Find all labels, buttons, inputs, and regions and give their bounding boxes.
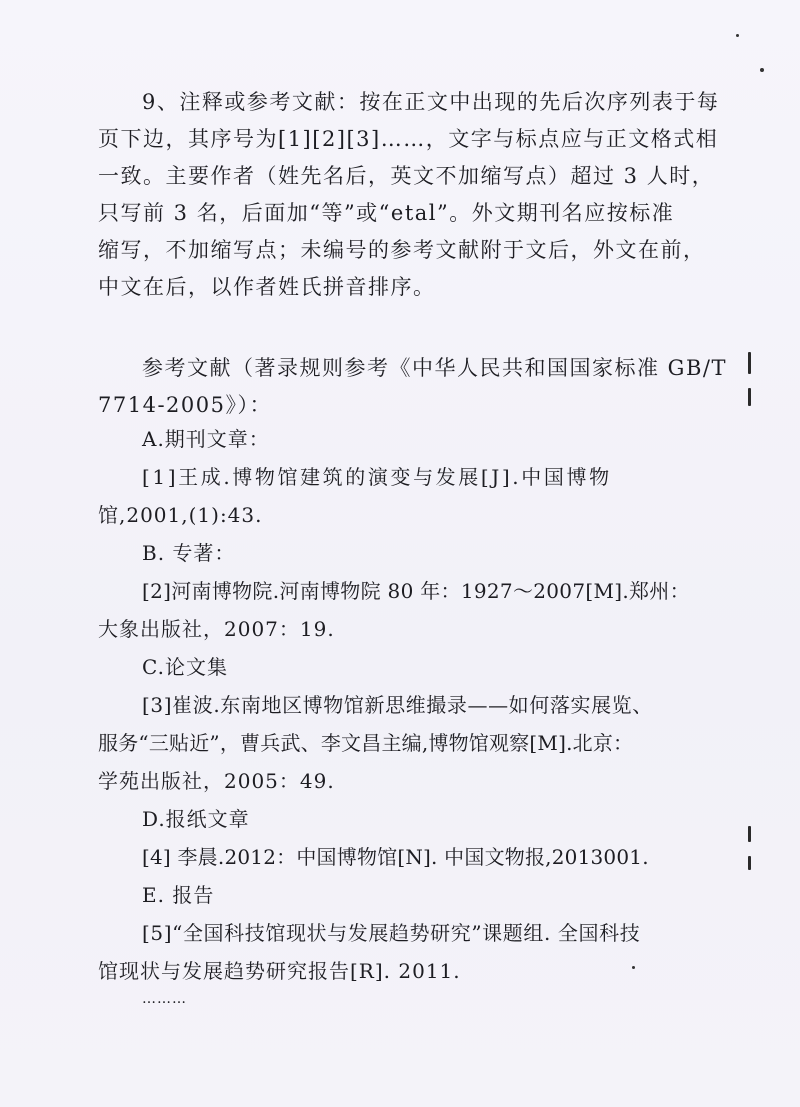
book-heading: B. 专著： xyxy=(142,541,236,565)
note-line: 只写前 3 名，后面加“等”或“etal”。外文期刊名应按标准 xyxy=(98,201,675,225)
note-line: 页下边，其序号为[1][2][3]……，文字与标点应与正文格式相 xyxy=(98,127,719,151)
reference-5-line-2: 馆现状与发展趋势研究报告[R]. 2011. xyxy=(98,959,461,983)
binding-mark xyxy=(748,352,751,374)
binding-mark xyxy=(748,826,751,842)
journal-heading: A.期刊文章： xyxy=(142,427,270,451)
binding-mark xyxy=(748,856,751,870)
reference-2-line-2: 大象出版社，2007：19. xyxy=(98,617,335,641)
ellipsis: ……… xyxy=(142,991,187,1007)
newspaper-heading: D.报纸文章 xyxy=(142,807,250,831)
note-line: 一致。主要作者（姓先名后，英文不加缩写点）超过 3 人时， xyxy=(98,164,715,188)
reference-2-line-1: [2]河南博物院.河南博物院 80 年：1927～2007[M].郑州： xyxy=(142,579,690,603)
binding-mark xyxy=(748,388,751,406)
note-line: 缩写，不加缩写点；未编号的参考文献附于文后，外文在前， xyxy=(98,238,706,262)
note-line: 中文在后，以作者姓氏拼音排序。 xyxy=(98,275,436,299)
note-paragraph xyxy=(98,84,720,306)
reference-4-line-1: [4] 李晨.2012：中国博物馆[N]. 中国文物报,2013001. xyxy=(142,845,649,869)
scan-speck xyxy=(736,34,739,37)
reference-1-line-1: [1]王成.博物馆建筑的演变与发展[J].中国博物 xyxy=(142,465,612,489)
proceedings-heading: C.论文集 xyxy=(142,655,228,679)
scan-speck xyxy=(632,966,635,969)
scan-speck xyxy=(760,68,764,72)
reference-3-line-1: [3]崔波.东南地区博物馆新思维撮录——如何落实展览、 xyxy=(142,693,653,717)
reference-3-line-2: 服务“三贴近”，曹兵武、李文昌主编,博物馆观察[M].北京： xyxy=(98,731,634,755)
reference-1-line-2: 馆,2001,(1):43. xyxy=(98,503,263,527)
reference-5-line-1: [5]“全国科技馆现状与发展趋势研究”课题组. 全国科技 xyxy=(142,921,641,945)
references-title-line: 参考文献（著录规则参考《中华人民共和国国家标准 GB/T xyxy=(142,356,727,380)
references-title-line: 7714-2005》）： xyxy=(98,393,272,417)
references-title xyxy=(98,350,727,424)
note-line: 9、注释或参考文献：按在正文中出现的先后次序列表于每 xyxy=(142,90,720,114)
report-heading: E. 报告 xyxy=(142,883,215,907)
reference-3-line-3: 学苑出版社，2005：49. xyxy=(98,769,335,793)
